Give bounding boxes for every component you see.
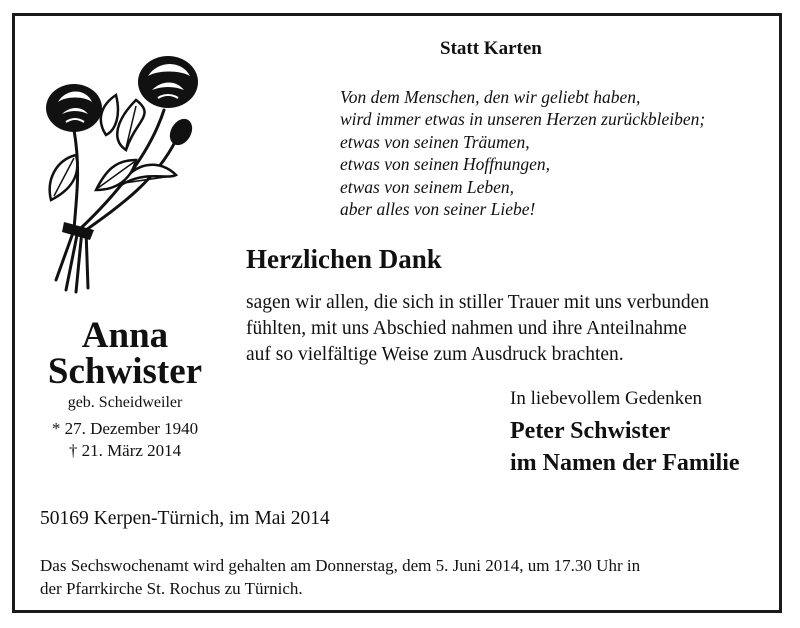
thanks-line: sagen wir allen, die sich in stiller Trauer mit uns verbunden — [246, 292, 710, 313]
deceased-last-name: Schwister — [47, 351, 203, 392]
service-notice — [40, 554, 640, 600]
poem-line: wird immer etwas in unseren Herzen zurückbleiben; — [340, 109, 706, 130]
poem — [340, 86, 705, 220]
poem-line: etwas von seinen Hoffnungen, — [340, 154, 550, 175]
thanks-text — [246, 290, 709, 368]
maiden-name: geb. Scheidweiler — [67, 394, 183, 411]
signature — [510, 415, 740, 479]
deceased-first-name: Anna — [81, 315, 169, 356]
deceased-block — [30, 315, 220, 462]
memorial-intro: In liebevollem Gedenken — [510, 388, 703, 409]
thanks-line: fühlten, mit uns Abschied nahmen und ihre Anteilnahme — [246, 318, 687, 339]
signer-family: im Namen der Familie — [510, 450, 740, 476]
birth-date: * 27. Dezember 1940 — [51, 419, 199, 438]
poem-line: Von dem Menschen, den wir geliebt haben, — [340, 87, 641, 107]
poem-line: aber alles von seiner Liebe! — [340, 199, 536, 220]
rose-bouquet-icon — [36, 40, 216, 300]
thanks-line: auf so vielfältige Weise zum Ausdruck brachten. — [246, 344, 624, 365]
death-date: † 21. März 2014 — [68, 441, 182, 460]
place-date: 50169 Kerpen-Türnich, im Mai 2014 — [40, 508, 330, 529]
life-dates — [30, 418, 220, 462]
signer-name: Peter Schwister — [510, 418, 671, 444]
statt-karten-heading: Statt Karten — [440, 38, 542, 59]
thanks-title: Herzlichen Dank — [246, 244, 442, 274]
poem-line: etwas von seinen Träumen, — [340, 131, 530, 152]
service-line: der Pfarrkirche St. Rochus zu Türnich. — [40, 579, 303, 598]
poem-line: etwas von seinem Leben, — [340, 176, 514, 197]
service-line: Das Sechswochenamt wird gehalten am Donnerstag, dem 5. Juni 2014, um 17.30 Uhr in — [40, 556, 641, 575]
